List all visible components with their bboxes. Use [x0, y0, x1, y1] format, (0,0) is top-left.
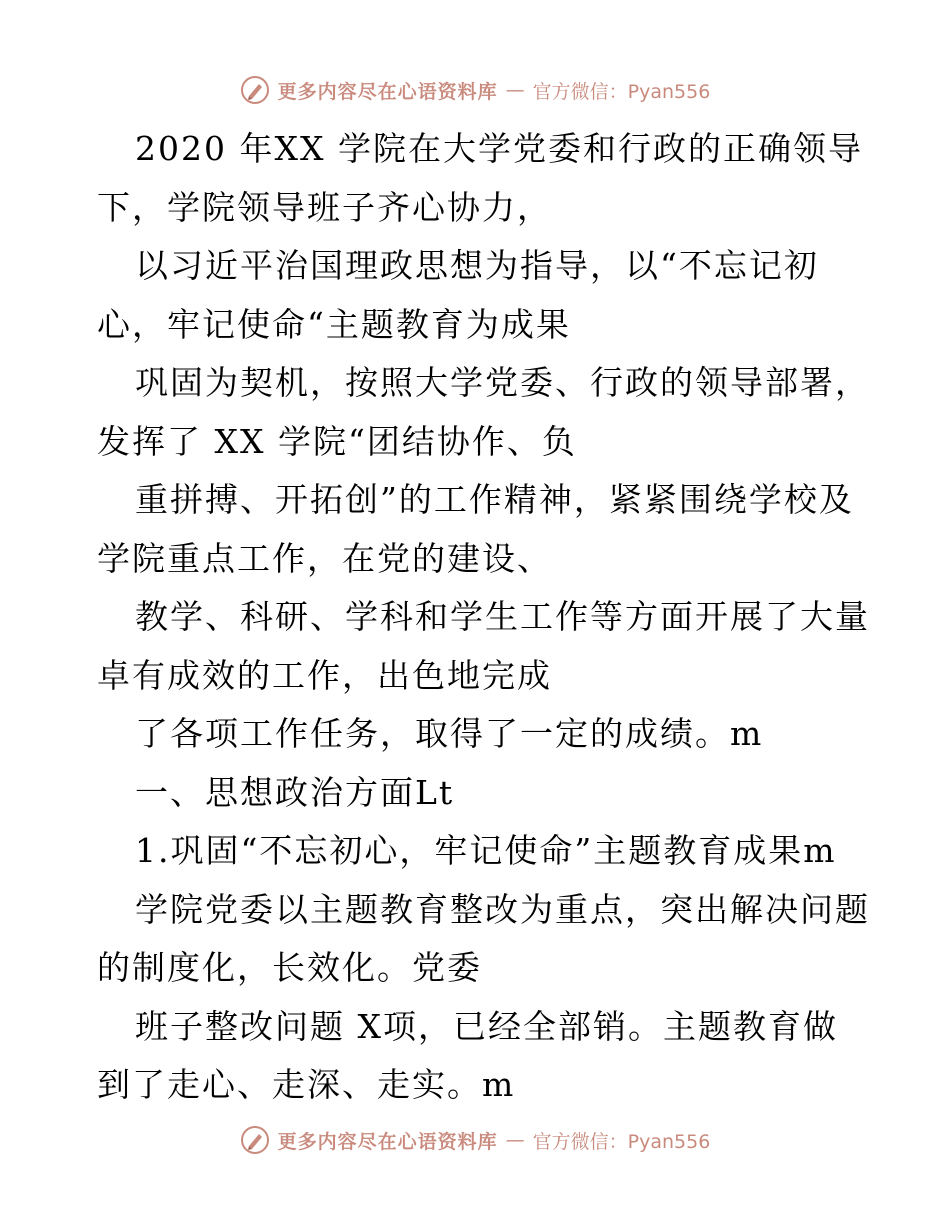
watermark-main-text: 更多内容尽在心语资料库: [277, 1130, 498, 1153]
text-line: 班子整改问题 X项，已经全部销。主题教育做: [135, 1006, 838, 1046]
watermark-contact: 官方微信：Pyan556: [532, 1130, 711, 1153]
text-line: 教学、科研、学科和学生工作等方面开展了大量: [135, 597, 870, 636]
text-line: 心，牢记使命“主题教育为成果: [97, 304, 571, 344]
watermark-footer: [0, 1120, 950, 1160]
section-heading: 一、思想政治方面Lt: [135, 772, 455, 812]
text-line: 了各项工作任务，取得了一定的成绩。m: [135, 714, 764, 753]
watermark-separator: —: [505, 1129, 525, 1151]
pen-logo-icon: [240, 1125, 270, 1155]
pen-logo-icon: [240, 75, 270, 105]
text-line: 学院党委以主题教育整改为重点，突出解决问题: [135, 889, 870, 929]
subsection-heading: 1.巩固“不忘初心，牢记使命”主题教育成果m: [135, 831, 837, 870]
text-line: 下，学院领导班子齐心协力，: [97, 187, 552, 227]
text-line: 以习近平治国理政思想为指导，以“不忘记初: [135, 246, 819, 285]
document-body: [97, 120, 870, 1115]
watermark-separator: —: [505, 79, 525, 101]
watermark-header: [0, 70, 950, 110]
text-line: 到了走心、走深、走实。m: [97, 1065, 516, 1104]
watermark-contact: 官方微信：Pyan556: [532, 80, 711, 103]
text-line: 发挥了 XX 学院“团结协作、负: [97, 421, 577, 461]
text-line: 学院重点工作，在党的建设、: [97, 538, 552, 578]
watermark-main-text: 更多内容尽在心语资料库: [277, 80, 498, 103]
text-line: 重拼搏、开拓创”的工作精神，紧紧围绕学校及: [135, 480, 854, 519]
text-line: 2020 年XX 学院在大学党委和行政的正确领导: [135, 129, 863, 168]
text-line: 的制度化，长效化。党委: [97, 948, 482, 987]
text-line: 卓有成效的工作，出色地完成: [97, 655, 552, 695]
text-line: 巩固为契机，按照大学党委、行政的领导部署，: [135, 363, 870, 402]
